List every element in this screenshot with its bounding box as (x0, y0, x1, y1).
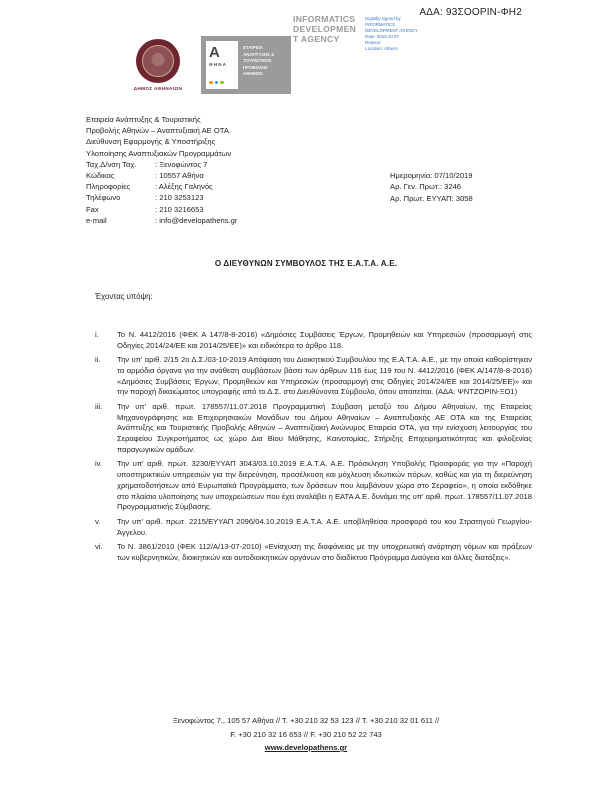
athens-brand-text: ΕΤΑΙΡΕΙΑ ΑΝΑΠΤΥΞΗΣ & ΤΟΥΡΙΣΤΙΚΗΣ ΠΡΟΒΟΛΗΣ ΑΘΗΝΩΝ (243, 45, 275, 77)
org-name-line: Προβολής Αθηνών – Αναπτυξιακή ΑΕ ΟΤΑ (86, 126, 229, 136)
contact-row-information (86, 181, 237, 192)
emblem-caption: ΔΗΜΟΣ ΑΘΗΝΑΙΩΝ (133, 86, 183, 91)
consideration-item (95, 517, 532, 539)
contact-label: Τηλέφωνο (86, 193, 121, 203)
contact-row-email (86, 215, 237, 226)
contact-row-postcode (86, 170, 237, 181)
item-text: Την υπ' αριθ. 2/15 2ο Δ.Σ./03-10-2019 Απόφαση του Διοικητικού Συμβουλίου της Ε.Α.Τ.Α. Α.Ε., με την οποία καθορίστηκαν τα αρμόδια όργανα για την ανάθεση συμβάσεων βάσει των άρθρων 116 έως 119 του Ν. 4412/2016 (ΦΕΚ Α/147/8-8-2016) «Δημόσιες Συμβάσεις Έργων, Προμηθειών και Υπηρεσιών (προσαρμογή στις Οδηγίες 2014/24/ΕΕ και 2014/25/ΕΕ)» και την παροχή δικαιώματος υπογραφής από το Δ.Σ. στο Διευθύνοντα Σύμβουλο, όπου απαιτείται. (ΑΔΑ: ΨΝΤΖΟΡΙΝ-ΞΟ1) (117, 355, 532, 397)
signature-line: INFORMATICS (365, 21, 396, 27)
footer-fax-line: F. +30 210 32 16 653 // F. +30 210 52 22 743 (230, 729, 382, 739)
contact-value: : 210 3253123 (155, 193, 204, 203)
contact-label: Fax (86, 204, 99, 214)
item-text: Την υπ' αριθ. πρωτ. 3230/ΕΥΥΑΠ 3043/03.10.2019 Ε.Α.Τ.Α. Α.Ε. Πρόσκληση Υποβολής Προσφοράς για την «Παροχή υποστηρικτικών υπηρεσιών για την διερεύνηση, προσέλκυση και μόχλευση ιδιωτικών πόρων, καθώς και για τη διερεύνηση χρηματοδοτήσεων από Ευρωπαϊκά Προγράμματα, των δράσεων που λαμβάνουν χώρα στο Σεραφείο», η οποία εκδόθηκε στο πλαίσιο υλοποίησης των υποχρεώσεων που έχει αναλάβει η ΕΑΤΑ Α.Ε. δυνάμει της υπ' αριθ. πρωτ. 178557/11.07.2018 Προγραμματικής Σύμβασης. (117, 459, 532, 512)
ida-name-line: DEVELOPMEN (293, 23, 357, 34)
signature-line: Reason: (365, 39, 382, 45)
website-link[interactable]: www.developathens.gr (264, 743, 348, 752)
footer (0, 714, 612, 755)
date-line: Ημερομηνία: 07/10/2019 (390, 171, 473, 180)
sender-block (86, 114, 237, 226)
document-title: Ο ΔΙΕΥΘΥΝΩΝ ΣΥΜΒΟΥΛΟΣ ΤΗΣ Ε.Α.Τ.Α. Α.Ε. (214, 259, 398, 268)
contact-value: : Αλέξης Γαληνός (155, 182, 213, 192)
consideration-item (95, 402, 532, 456)
contact-value: : 10557 Αθήνα (155, 171, 204, 181)
intro-phrase: Έχοντας υπόψη: (95, 292, 153, 301)
contact-row-fax (86, 204, 237, 215)
general-protocol-line: Αρ. Γεν. Πρωτ.: 3246 (390, 182, 462, 192)
consideration-item (95, 330, 532, 352)
footer-address-line: Ξενοφώντος 7., 105 57 Αθήνα // Τ. +30 210 32 53 123 // Τ. +30 210 32 01 611 // (172, 716, 440, 725)
item-text: Το Ν. 3861/2010 (ΦΕΚ 112/Α/13-07-2010) «Ενίσχυση της διαφάνειας με την υποχρεωτική ανάρτηση νόμων και πράξεων των κυβερνητικών, διοικητικών και αυτοδιοικητικών οργάνων στο διαδίκτυο Πρόγραμμα Διαύγεια και άλλες διατάξεις». (117, 541, 532, 562)
org-name-line: Εταιρεία Ανάπτυξης & Τουριστικής (86, 115, 201, 124)
consideration-item (95, 355, 532, 398)
item-numeral: iii. (95, 401, 103, 411)
consideration-item (95, 542, 532, 564)
email-link[interactable]: : info@developathens.gr (155, 215, 238, 225)
ida-signature-stamp (293, 15, 418, 52)
item-numeral: i. (95, 330, 99, 339)
contact-row-address (86, 159, 237, 170)
contact-value: : 210 3216653 (155, 204, 204, 214)
athens-logo-dots-icon (209, 71, 235, 89)
item-numeral: iv. (95, 459, 103, 469)
protocol-block (390, 170, 473, 204)
athens-logo-letter: Α (209, 44, 220, 61)
signature-line: Digitally signed by (365, 16, 401, 21)
athens-logo-subtext: ΘΗΝΑ (209, 62, 228, 67)
contact-label: e-mail (86, 215, 107, 225)
athens-brand-logo (201, 36, 291, 94)
dimos-athinaion-emblem (132, 39, 184, 91)
org-name-line: Υλοποίησης Αναπτυξιακών Προγραμμάτων (86, 148, 232, 158)
contact-row-phone (86, 192, 237, 203)
ida-name-line: INFORMATICS (293, 14, 356, 24)
contact-label: Κώδικας (86, 171, 115, 181)
item-numeral: vi. (95, 541, 103, 551)
contact-value: : Ξενοφώντος 7 (155, 159, 208, 169)
signature-line: DEVELOPMENT AGENCY (365, 27, 418, 33)
athens-logo-card (206, 41, 238, 89)
item-text: Την υπ' αριθ. πρωτ. 2215/ΕΥΥΑΠ 2096/04.10.2019 Ε.Α.Τ.Α. Α.Ε. υποβληθείσα προσφορά του κου Στρατηγού Γεωργίου-Άγγελου. (117, 516, 532, 537)
item-text: Το Ν. 4412/2016 (ΦΕΚ Α 147/8-8-2016) «Δημόσιες Συμβάσεις Έργων, Προμηθειών και Υπηρεσιών (προσαρμογή στις Οδηγίες 2014/24/ΕΕ και 2014/25/ΕΕ)» και ειδικότερα το άρθρο 118. (117, 330, 532, 350)
consideration-item (95, 459, 532, 513)
emblem-circle-icon (136, 39, 180, 83)
signature-line: Location: Athens (365, 45, 398, 51)
signature-line: Date: 2019.10.07 (365, 33, 399, 39)
contact-label: Πληροφορίες (86, 182, 131, 192)
emblem-inner-icon (142, 45, 174, 77)
considerations-list (95, 330, 532, 567)
digital-signature-details (365, 15, 418, 52)
evyap-protocol-line: Αρ. Πρωτ. ΕΥΥΑΠ: 3058 (390, 193, 473, 203)
ida-agency-name (293, 15, 356, 52)
ada-code: ΑΔΑ: 93ΣΟΟΡΙΝ-ΦΗ2 (419, 7, 522, 18)
item-text: Την υπ' αριθ. πρωτ. 178557/11.07.2018 Προγραμματική Σύμβαση μεταξύ του Δήμου Αθηναίων, της Εταιρείας Μηχανογράφησης και Επιχειρησιακών Μονάδων του Δήμου Αθηναίων – Αναπτυξιακής ΑΕ ΟΤΑ και της Εταιρείας Ανάπτυξης και Τουριστικής Προβολής Αθηνών – Αναπτυξιακή Ανώνυμος Εταιρεία ΟΤΑ, για την ενίσχυση λειτουργίας του Σεραφείου Συγκροτήματος ως χώρο Δια Βίου Μάθησης, Καινοτομίας, Στήριξης Επιχειρηματικότητας και φιλοξενίας παραγωγικών ομάδων. (117, 401, 532, 454)
item-numeral: ii. (95, 355, 101, 365)
org-name-line: Διεύθυνση Εφαρμογής & Υποστήριξης (86, 137, 216, 147)
contact-label: Ταχ.Δ/νση Ταχ. (86, 159, 137, 169)
item-numeral: v. (95, 516, 101, 526)
ida-name-line: T AGENCY (293, 33, 340, 44)
